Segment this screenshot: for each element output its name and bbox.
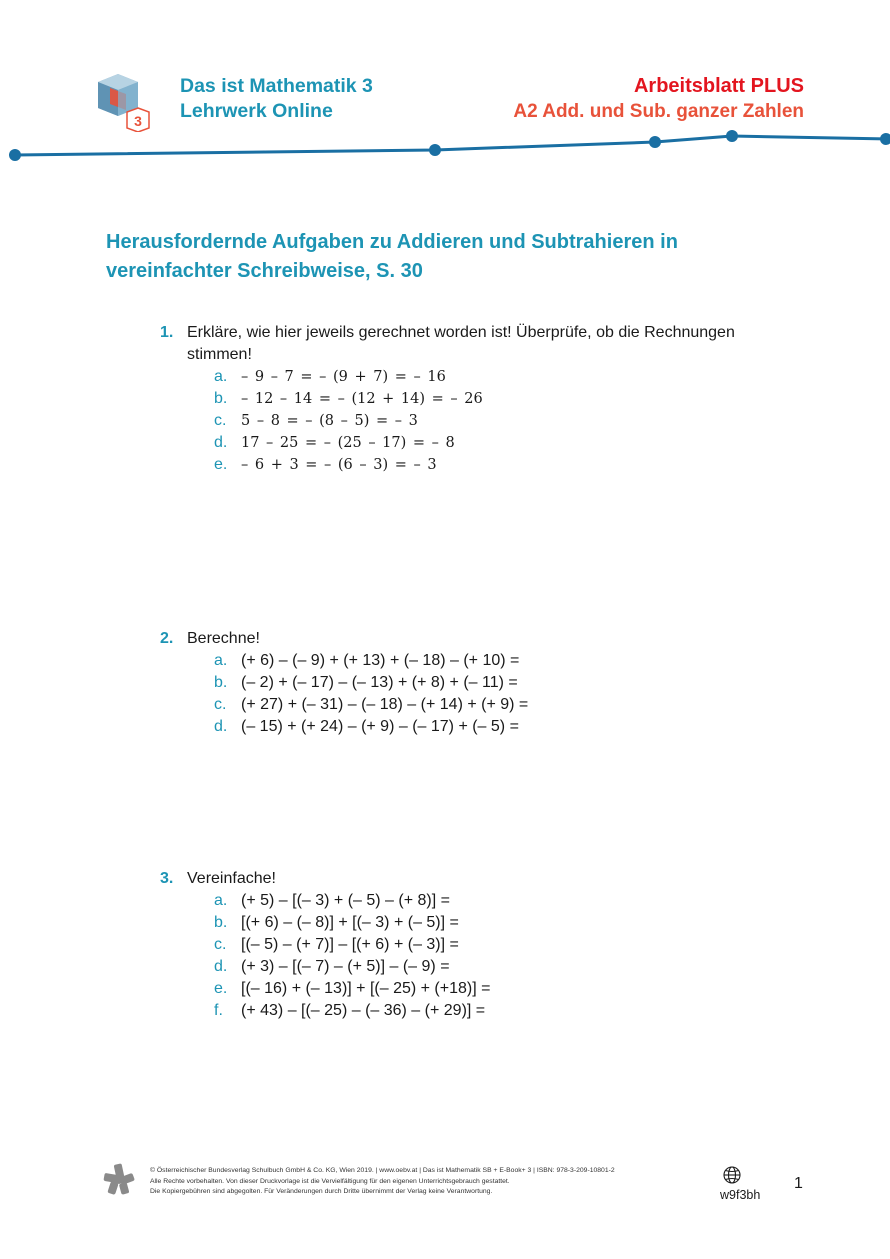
item-letter: e. bbox=[214, 980, 228, 997]
item-expression: 17 – 25 = – (25 – 17) = – 8 bbox=[241, 435, 455, 451]
item-expression: – 12 – 14 = – (12 + 14) = – 26 bbox=[241, 391, 483, 407]
task-items bbox=[160, 650, 800, 738]
item-letter: d. bbox=[214, 958, 228, 975]
item-expression: [(+ 6) – (– 8)] + [(– 3) + (– 5)] = bbox=[241, 914, 459, 931]
book-logo bbox=[92, 72, 162, 132]
list-item bbox=[214, 366, 800, 388]
item-expression: (+ 3) – [(– 7) – (+ 5)] – (– 9) = bbox=[241, 958, 450, 975]
item-letter: c. bbox=[214, 696, 227, 713]
list-item bbox=[214, 694, 800, 716]
book-title-line2: Lehrwerk Online bbox=[180, 100, 333, 122]
item-expression: (+ 5) – [(– 3) + (– 5) – (+ 8)] = bbox=[241, 892, 450, 909]
list-item bbox=[214, 410, 800, 432]
item-expression: (– 2) + (– 17) – (– 13) + (+ 8) + (– 11) = bbox=[241, 674, 518, 691]
globe-icon bbox=[722, 1165, 742, 1185]
task-instruction: Vereinfache! bbox=[187, 870, 276, 887]
item-letter: b. bbox=[214, 674, 228, 691]
sheet-topic: A2 Add. und Sub. ganzer Zahlen bbox=[513, 101, 804, 122]
footer-line: Die Kopiergebühren sind abgegolten. Für Veränderungen durch Dritte übernimmt der Verlag keine Verantwortung. bbox=[150, 1188, 493, 1196]
item-letter: d. bbox=[214, 434, 228, 451]
item-letter: b. bbox=[214, 914, 228, 931]
item-letter: a. bbox=[214, 652, 228, 669]
book-title-line1: Das ist Mathematik 3 bbox=[180, 75, 373, 97]
online-code: w9f3bh bbox=[720, 1188, 761, 1202]
sheet-type: Arbeitsblatt PLUS bbox=[633, 75, 804, 97]
task-1 bbox=[160, 322, 800, 476]
list-item bbox=[214, 890, 800, 912]
item-expression: (+ 27) + (– 31) – (– 18) – (+ 14) + (+ 9) = bbox=[241, 696, 529, 713]
list-item bbox=[214, 1000, 800, 1022]
task-3 bbox=[160, 868, 800, 1022]
list-item bbox=[214, 672, 800, 694]
item-expression: (+ 6) – (– 9) + (+ 13) + (– 18) – (+ 10) = bbox=[241, 652, 520, 669]
footer-copyright bbox=[150, 1166, 690, 1198]
list-item bbox=[214, 912, 800, 934]
header-rule-line bbox=[0, 126, 890, 166]
list-item bbox=[214, 432, 800, 454]
sheet-title bbox=[513, 74, 804, 124]
page-heading: Herausfordernde Aufgaben zu Addieren und Subtrahieren in vereinfachter Schreibweise, S. 30 bbox=[106, 231, 678, 282]
book-title bbox=[180, 74, 373, 124]
list-item bbox=[214, 388, 800, 410]
footer-line: Alle Rechte vorbehalten. Von dieser Druckvorlage ist die Vervielfältigung für den eigenen Unterrichtsgebrauch gestattet. bbox=[150, 1177, 510, 1185]
item-letter: c. bbox=[214, 936, 227, 953]
item-letter: e. bbox=[214, 456, 228, 473]
list-item bbox=[214, 716, 800, 738]
task-number: 3. bbox=[160, 870, 174, 887]
list-item bbox=[214, 934, 800, 956]
item-expression: [(– 16) + (– 13)] + [(– 25) + (+18)] = bbox=[241, 980, 491, 997]
list-item bbox=[214, 956, 800, 978]
item-expression: – 9 – 7 = – (9 + 7) = – 16 bbox=[241, 369, 446, 385]
item-letter: a. bbox=[214, 892, 228, 909]
task-number: 2. bbox=[160, 630, 174, 647]
item-expression: (+ 43) – [(– 25) – (– 36) – (+ 29)] = bbox=[241, 1002, 486, 1019]
task-items bbox=[160, 890, 800, 1022]
logo-number: 3 bbox=[134, 113, 142, 129]
item-expression: – 6 + 3 = – (6 – 3) = – 3 bbox=[241, 457, 437, 473]
list-item bbox=[214, 650, 800, 672]
task-instruction: Erkläre, wie hier jeweils gerechnet worden ist! Überprüfe, ob die Rechnungen stimmen! bbox=[187, 324, 735, 363]
task-2 bbox=[160, 628, 800, 738]
item-letter: f. bbox=[214, 1002, 223, 1019]
publisher-logo-icon bbox=[102, 1162, 136, 1196]
list-item bbox=[214, 978, 800, 1000]
item-expression: [(– 5) – (+ 7)] – [(+ 6) + (– 3)] = bbox=[241, 936, 459, 953]
item-letter: d. bbox=[214, 718, 228, 735]
task-instruction: Berechne! bbox=[187, 630, 260, 647]
list-item bbox=[214, 454, 800, 476]
item-letter: a. bbox=[214, 368, 228, 385]
item-expression: (– 15) + (+ 24) – (+ 9) – (– 17) + (– 5) = bbox=[241, 718, 519, 735]
page-number: 1 bbox=[794, 1175, 803, 1192]
task-number: 1. bbox=[160, 324, 174, 341]
task-items bbox=[160, 366, 800, 476]
item-letter: c. bbox=[214, 412, 227, 429]
item-expression: 5 – 8 = – (8 – 5) = – 3 bbox=[241, 413, 418, 429]
item-letter: b. bbox=[214, 390, 228, 407]
footer-line: © Österreichischer Bundesverlag Schulbuch GmbH & Co. KG, Wien 2019. | www.oebv.at | Das ist Mathematik SB + E-Book+ 3 | ISBN: 978-3-209-10801-2 bbox=[150, 1167, 615, 1174]
